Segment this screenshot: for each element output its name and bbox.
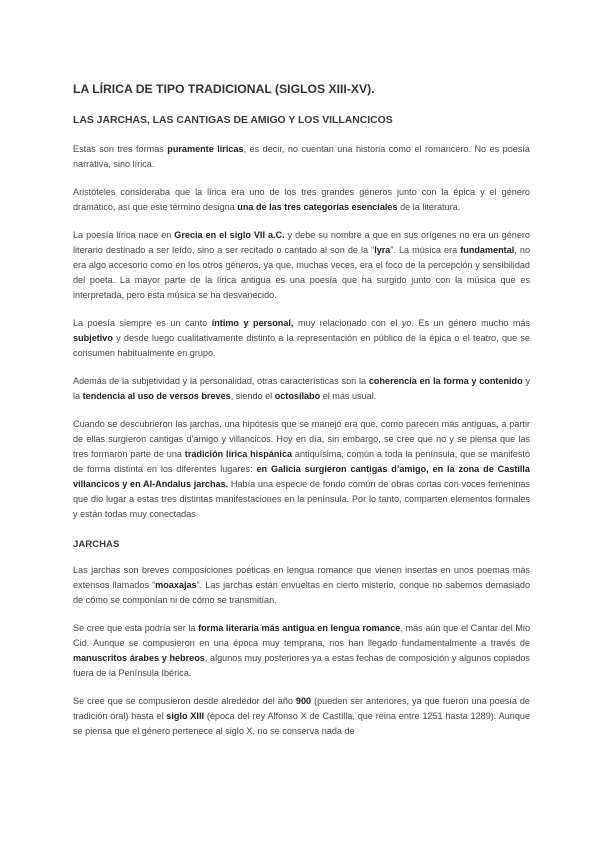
text-run: (época del rey Alfonso X de Castilla, que reina entre 1251 hasta 1289). Aunque se piensa que el género pertenece al siglo X, no se conserva nada de xyxy=(73,711,530,736)
text-run: Estas son tres formas xyxy=(73,144,168,154)
bold-run: puramente líricas xyxy=(167,144,244,154)
text-run: Se cree que se compusieron desde alrededor del año xyxy=(73,696,296,706)
text-run: La poesía lírica nace en xyxy=(73,230,175,240)
text-run: . Es un género mucho más xyxy=(411,318,530,328)
text-run: La poesía siempre es un canto xyxy=(73,318,212,328)
bold-run: en Galicia surgieron cantigas d’amigo, en la zona de Castilla villancicos y en Al-Andalus jarchas. xyxy=(73,464,530,489)
italic-run: yo xyxy=(401,318,412,328)
text-run: antiquísima, común a toda la península, que se manifestó de forma distinta en los diferentes lugares: xyxy=(73,449,531,474)
text-run: Las jarchas son breves composiciones poéticas en lengua romance que vienen insertas en unos poemas más extensos llamados “ xyxy=(73,565,530,590)
text-run: ”. Las jarchas están envueltas en cierto misterio, conque no sabemos demasiado de cómo se componían ni de cómo se transmitían. xyxy=(73,580,531,605)
bold-run: una de las tres categorías esenciales xyxy=(237,202,398,212)
text-run: , no era algo accesorio como en los otros géneros, ya que, muchas veces, era el foco de la percepción y sensibilidad del poeta. La mayor parte de la lírica antigua es una poesía que ha surgido junto con la música que es interpretada, pero esta música se ha desvanecido. xyxy=(73,245,530,300)
text-run: muy relacionado con el xyxy=(293,318,402,328)
document-title: LA LÍRICA DE TIPO TRADICIONAL (SIGLOS XIII-XV). xyxy=(73,82,375,96)
text-run: Aristóteles consideraba que la lírica era uno de los tres grandes géneros junto con la épica y el género dramático, así que este término designa xyxy=(73,187,530,212)
text-run: Había una especie de fondo común de obras cortas con voces femeninas que dio lugar a estas tres distintas manifestaciones en la península. Por lo tanto, comparten elementos formales y están todas muy conectadas xyxy=(73,479,530,519)
text-run: el más usual. xyxy=(320,391,377,401)
bold-run: 900 xyxy=(295,696,312,706)
bold-run: fundamental xyxy=(460,245,515,255)
paragraph-7 xyxy=(73,563,530,608)
text-run: Se cree que esta podría ser la xyxy=(73,623,199,633)
bold-run: tendencia al uso de versos breves xyxy=(82,391,231,401)
text-run: y la xyxy=(73,376,530,401)
text-run: , siendo el xyxy=(230,391,275,401)
bold-run: coherencia en la forma y contenido xyxy=(368,376,523,386)
bold-run: forma literaria más antigua en lengua romance xyxy=(198,623,401,633)
paragraph-6 xyxy=(73,417,530,522)
text-run: (pueden ser anteriores, ya que fueron una poesía de tradición oral) hasta el xyxy=(73,696,530,721)
bold-run: subjetivo xyxy=(73,333,113,343)
bold-run: íntimo y personal, xyxy=(211,318,294,328)
bold-run: manuscritos árabes y hebreos xyxy=(73,653,205,663)
paragraph-5 xyxy=(73,374,530,404)
text-run: y desde luego cualitativamente distinto a la representación en público de la épica o el teatro, que se consumen habitualmente en grupo. xyxy=(73,333,530,358)
text-run: , algunos muy posteriores ya a estas fechas de composición y algunos copiados fuera de la Península Ibérica. xyxy=(73,653,530,678)
text-run: y debe su nombre a que en sus orígenes no era un género literario destinado a ser leído, sino a ser recitado o cantado al son de la “ xyxy=(73,230,530,255)
paragraph-2 xyxy=(73,185,530,215)
paragraph-9 xyxy=(73,694,530,739)
text-run: Cuando se descubrieron las jarchas, una hipótesis que se manejó era que, como parecen más antiguas, a partir de ellas surgieron cantigas d’amigo y villancicos. Hoy en día, sin embargo, se cree que no y se piensa que las tres formaron parte de una xyxy=(73,419,530,459)
bold-run: moaxajas xyxy=(155,580,197,590)
paragraph-1 xyxy=(73,142,530,172)
text-run: , más aún que el Cantar del Mio Cid. Aunque se compusieron en una época muy temprana, nos han llegado fundamentalmente a través de xyxy=(73,623,531,648)
bold-run: tradición lírica hispánica xyxy=(184,449,293,459)
bold-run: Grecia en el siglo VII a.C. xyxy=(174,230,285,240)
section-heading-jarchas: JARCHAS xyxy=(73,539,120,550)
text-run: , es decir, no cuentan una historia como el romancero. No es poesía narrativa, sino lírica. xyxy=(73,144,530,169)
bold-run: octosílabo xyxy=(274,391,321,401)
text-run: de la literatura. xyxy=(397,202,461,212)
bold-run: lyra xyxy=(374,245,391,255)
bold-run: siglo XIII xyxy=(166,711,204,721)
paragraph-4 xyxy=(73,316,530,361)
text-run: Además de la subjetividad y la personalidad, otras características son la xyxy=(73,376,369,386)
document-subtitle: LAS JARCHAS, LAS CANTIGAS DE AMIGO Y LOS VILLANCICOS xyxy=(73,115,393,126)
paragraph-8 xyxy=(73,621,530,681)
paragraph-3 xyxy=(73,228,530,303)
text-run: ”. La música era xyxy=(390,245,461,255)
